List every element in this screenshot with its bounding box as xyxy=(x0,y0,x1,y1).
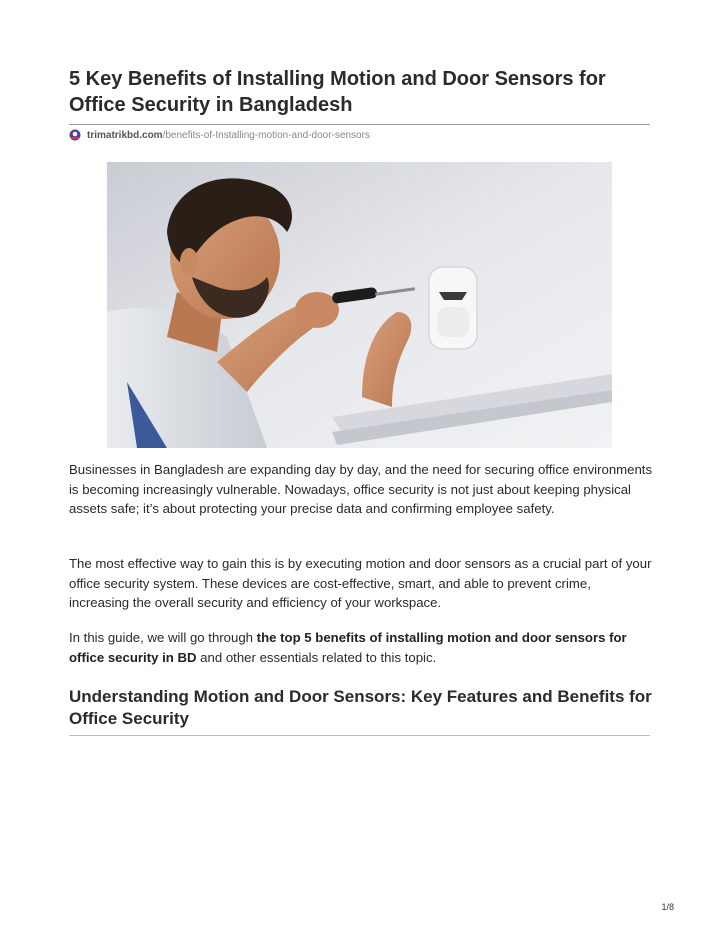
article-title: 5 Key Benefits of Installing Motion and Door Sensors for Office Security in Bangladesh xyxy=(69,68,606,116)
page-number: 1/8 xyxy=(661,902,674,912)
hero-image xyxy=(107,162,612,448)
guide-text-end: and other essentials related to this topic. xyxy=(196,649,437,665)
man-installing-motion-sensor-photo xyxy=(107,162,612,448)
title-divider xyxy=(69,124,650,125)
guide-text-start: In this guide, we will go through xyxy=(69,630,257,645)
site-logo-icon xyxy=(69,129,81,141)
effective-way-paragraph: The most effective way to gain this is by executing motion and door sensors as a crucial part of your office security system. These devices are cost-effective, smart, and able to prevent crime, increasing the overall security and efficiency of your workspace. xyxy=(69,556,652,611)
source-domain-link[interactable]: trimatrikbd.com xyxy=(87,129,163,141)
section-divider xyxy=(69,735,650,736)
guide-paragraph xyxy=(69,628,654,667)
source-path-link[interactable]: /benefits-of-Installing-motion-and-door-sensors xyxy=(162,129,370,141)
section-heading: Understanding Motion and Door Sensors: Key Features and Benefits for Office Security xyxy=(69,687,652,728)
intro-paragraph: Businesses in Bangladesh are expanding day by day, and the need for securing office environments is becoming increasingly vulnerable. Nowadays, office security is not just about keeping physical assets safe; it’s about protecting your precise data and confirming employee safety. xyxy=(69,462,653,517)
source-line xyxy=(69,128,370,142)
guide-bold-text: the top 5 benefits of installing motion and door sensors for office security in BD xyxy=(69,630,627,665)
